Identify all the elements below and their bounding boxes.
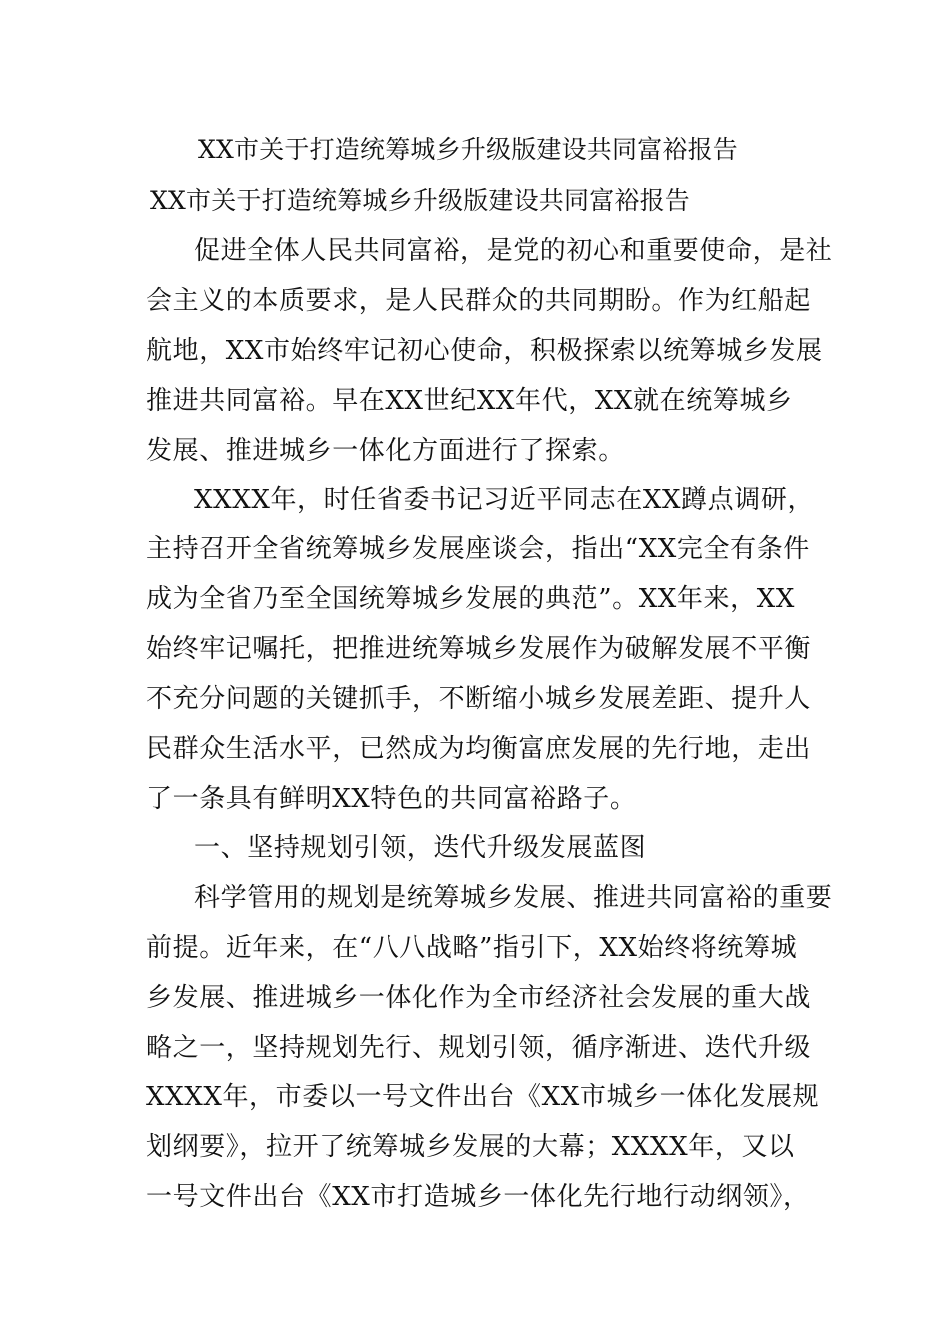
paragraph-line: 科学管用的规划是统筹城乡发展、推进共同富裕的重要: [194, 883, 833, 913]
paragraph-line: 成为全省乃至全国统筹城乡发展的典范”。XX年来，XX: [146, 584, 795, 614]
paragraph-line: 会主义的本质要求，是人民群众的共同期盼。作为红船起: [146, 286, 812, 316]
document-subtitle: XX市关于打造统筹城乡升级版建设共同富裕报告: [150, 186, 690, 215]
paragraph-line: 前提。近年来，在“八八战略”指引下，XX始终将统筹城: [146, 933, 798, 963]
paragraph-line: 划纲要》，拉开了统筹城乡发展的大幕；XXXX年，又以: [146, 1132, 795, 1162]
paragraph-line: 了一条具有鲜明XX特色的共同富裕路子。: [146, 784, 637, 814]
paragraph-line: 推进共同富裕。早在XX世纪XX年代，XX就在统筹城乡: [146, 386, 793, 416]
paragraph-line: 始终牢记嘱托，把推进统筹城乡发展作为破解发展不平衡: [146, 634, 812, 664]
paragraph-line: 一号文件出台《XX市打造城乡一体化先行地行动纲领》，: [146, 1182, 810, 1212]
paragraph-line: 不充分问题的关键抓手，不断缩小城乡发展差距、提升人: [146, 684, 812, 714]
paragraph-line: 乡发展、推进城乡一体化作为全市经济社会发展的重大战: [146, 983, 812, 1013]
paragraph-line: 略之一，坚持规划先行、规划引领，循序渐进、迭代升级: [146, 1033, 812, 1063]
paragraph-line: 促进全体人民共同富裕，是党的初心和重要使命，是社: [194, 236, 833, 266]
paragraph-line: XXXX年，时任省委书记习近平同志在XX蹲点调研，: [194, 485, 815, 515]
paragraph-line: 发展、推进城乡一体化方面进行了探索。: [146, 436, 625, 466]
section-heading: 一、坚持规划引领，迭代升级发展蓝图: [194, 833, 647, 863]
paragraph-line: 航地，XX市始终牢记初心使命，积极探索以统筹城乡发展: [146, 336, 823, 366]
document-title: XX市关于打造统筹城乡升级版建设共同富裕报告: [198, 135, 738, 164]
paragraph-line: 主持召开全省统筹城乡发展座谈会，指出“XX完全有条件: [146, 534, 810, 564]
paragraph-line: XXXX年，市委以一号文件出台《XX市城乡一体化发展规: [146, 1082, 820, 1112]
paragraph-line: 民群众生活水平，已然成为均衡富庶发展的先行地，走出: [146, 734, 812, 764]
